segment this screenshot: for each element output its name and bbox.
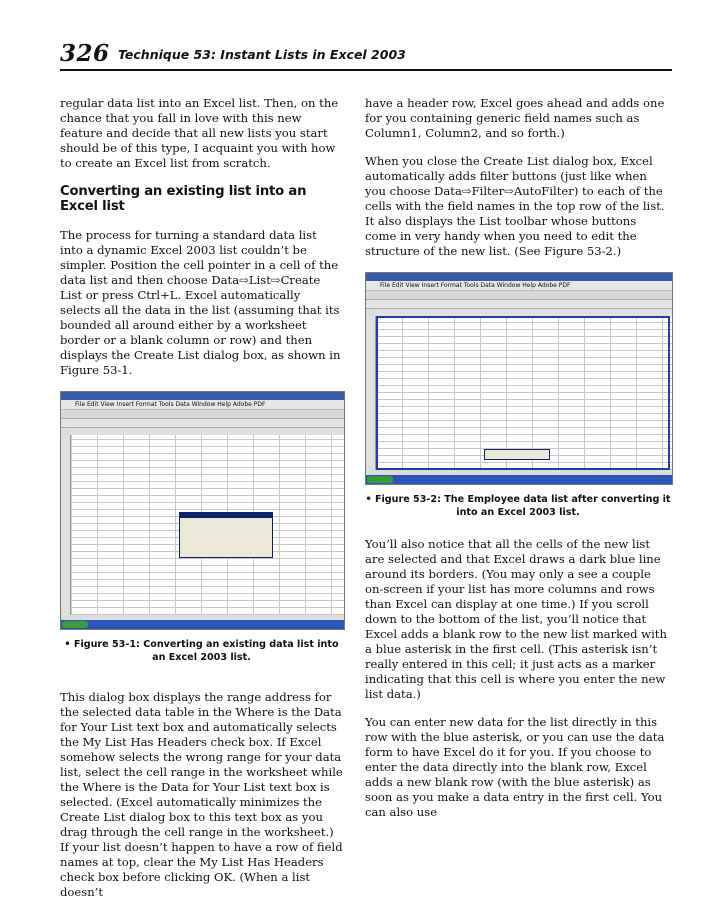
paragraph: When you close the Create List dialog box, Excel automatically adds filter buttons (just like when you choose Data⇨Filter⇨AutoFilter) to each of the cells with the field names in the top row of the list. It also displays the List toolbar whose buttons come in very handy when you need to edit the structure of the new list. (See Figure 53-2.) [365, 154, 665, 258]
paragraph: The process for turning a standard data list into a dynamic Excel 2003 list couldn’t be simpler. Position the cell pointer in a cell of the data list and then choose Data⇨List⇨Create List or press Ctrl+L. Excel automatically selects all the data in the list (assuming that its bounded all around either by a worksheet border or a blank column or row) and then displays the Create List dialog box, as shown in Figure 53-1. [60, 228, 341, 377]
figure-53-1-screenshot [60, 391, 345, 630]
windows-taskbar [366, 475, 672, 484]
paragraph: This dialog box displays the range address for the selected data table in the Where is the Data for Your List text box and automatically selects the My List Has Headers check box. If Excel somehow selects the wrong range for your data list, select the cell range in the worksheet while the Where is the Data for Your List text box is selected. (Excel automatically minimizes the Create List dialog box to this text box as you drag through the cell range in the worksheet.) If your list doesn’t happen to have a row of field names at top, clear the My List Has Headers check box before clicking OK. (When a list doesn’t [60, 690, 343, 899]
paragraph: regular data list into an Excel list. Then, on the chance that you fall in love with this new feature and decide that all new lists you start should be of this type, I acquaint you with how to create an Excel list from scratch. [60, 96, 339, 170]
figure-caption: • Figure 53-2: The Employee data list after converting it into an Excel 2003 list. [365, 494, 671, 518]
paragraph: have a header row, Excel goes ahead and adds one for you containing generic field names such as Column1, Column2, and so forth.) [365, 96, 665, 140]
row-headers [61, 435, 71, 615]
right-column [365, 96, 671, 833]
figure-53-2-screenshot [365, 272, 673, 485]
page-number: 326 [60, 40, 110, 67]
excel-menu-bar: File Edit View Insert Format Tools Data Window Help Adobe PDF [61, 400, 344, 410]
paragraph: You can enter new data for the list directly in this row with the blue asterisk, or you can use the data form to have Excel do it for you. If you choose to enter the data directly into the blank row, Excel adds a new blank row (with the blue asterisk) as soon as you make a data entry in the first cell. You can also use [365, 715, 665, 819]
excel-title-bar [366, 273, 672, 281]
excel-title-bar [61, 392, 344, 400]
list-toolbar [484, 449, 550, 460]
excel-formula-bar [61, 419, 344, 428]
left-column [60, 96, 343, 913]
header-rule [60, 69, 672, 71]
row-headers [366, 316, 376, 470]
windows-taskbar [61, 620, 344, 629]
paragraph: You’ll also notice that all the cells of the new list are selected and that Excel draws a dark blue line around its borders. (You may only a see a couple on-screen if your list has more columns and rows than Excel can display at one time.) If you scroll down to the bottom of the list, you’ll notice that Excel adds a blank row to the new list marked with a blue asterisk in the first cell. (This asterisk isn’t really entered in this cell; it just acts as a marker indicating that this cell is where you enter the new list data.) [365, 537, 667, 701]
create-list-dialog [179, 512, 273, 558]
running-header [60, 38, 672, 70]
excel-list-border [376, 316, 670, 470]
excel-toolbar [366, 291, 672, 300]
running-title: Technique 53: Instant Lists in Excel 2003 [118, 47, 406, 62]
excel-formula-bar [366, 300, 672, 309]
excel-toolbar [61, 410, 344, 419]
section-heading: Converting an existing list into an Excel list [60, 184, 307, 214]
figure-caption: • Figure 53-1: Converting an existing data list into an Excel 2003 list. [64, 639, 339, 663]
excel-menu-bar: File Edit View Insert Format Tools Data Window Help Adobe PDF [366, 281, 672, 291]
